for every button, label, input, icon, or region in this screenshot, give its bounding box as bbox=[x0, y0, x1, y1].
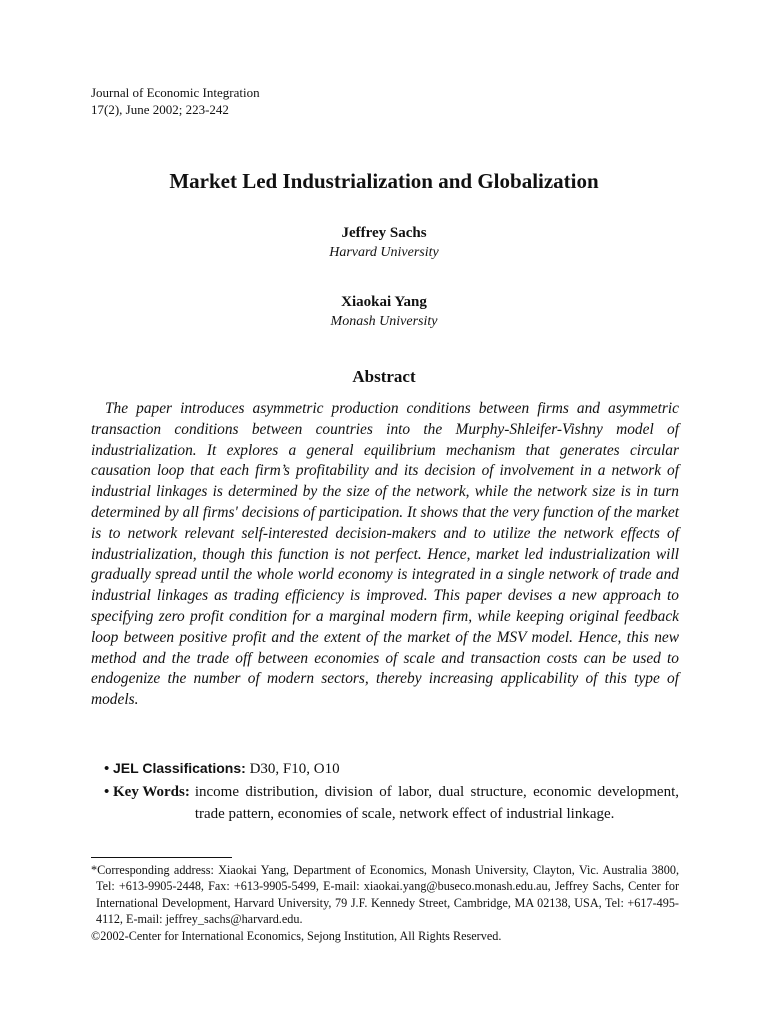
corresponding-address: *Corresponding address: Xiaokai Yang, Department of Economics, Monash University, Clayton, Vic. Australia 3800, Tel: +613-9905-2448, Fax: +613-9905-5499, E-mail: xiaokai.yang@buseco.monash.edu.au, Jeffrey Sachs, Center for International Development, Harvard University, 79 J.F. Kennedy Street, Cambridge, MA 02138, USA, Tel: +617-495-4112, E-mail: jeffrey_sachs@harvard.edu. bbox=[91, 863, 679, 927]
copyright-notice: ©2002-Center for International Economics, Sejong Institution, All Rights Reserved. bbox=[91, 928, 502, 943]
journal-name: Journal of Economic Integration bbox=[91, 85, 260, 100]
paper-title: Market Led Industrialization and Globalization bbox=[169, 169, 599, 193]
author-name: Xiaokai Yang bbox=[341, 294, 427, 310]
author-block bbox=[0, 223, 768, 263]
footnote bbox=[91, 862, 679, 944]
jel-value: D30, F10, O10 bbox=[249, 761, 340, 777]
author-block bbox=[0, 292, 768, 332]
author-affiliation: Monash University bbox=[330, 314, 438, 329]
journal-issue: 17(2), June 2002; 223-242 bbox=[91, 102, 229, 117]
author-affiliation: Harvard University bbox=[329, 245, 439, 260]
journal-header bbox=[91, 84, 260, 118]
jel-label: JEL Classifications: bbox=[113, 760, 246, 776]
key-words-value: income distribution, division of labor, dual structure, economic development, trade pattern, economies of scale, network effect of industrial linkage. bbox=[194, 784, 679, 822]
key-words-label-group bbox=[104, 782, 190, 825]
key-words-label: Key Words: bbox=[113, 784, 190, 800]
bullet: • bbox=[104, 761, 110, 777]
abstract-text: The paper introduces asymmetric production conditions between firms and asymmetric transaction conditions between countries into the Murphy-Shleifer-Vishny model of industrialization. It explores a general equilibrium mechanism that generates circular causation loop that each firm’s profitability and its decision of involvement in a network of industrial linkages is determined by the size of the network, while the network size is in turn determined by all firms' decisions of participation. It shows that the very function of the market is to network relevant self-interested decision-makers and to utilize the network effects of industrialization, though this function is not perfect. Hence, market led industrialization will gradually spread until the whole world economy is integrated in a single network of trade and industrial linkages as trading efficiency is improved. This paper devises a new approach to specifying zero profit condition for a marginal modern firm, while keeping original feedback loop between positive profit and the extent of the market of the MSV model. Hence, this new method and the trade off between economies of scale and transaction costs can be used to endogenize the number of modern sectors, thereby increasing applicability of this type of models. bbox=[91, 400, 679, 709]
abstract-heading: Abstract bbox=[352, 367, 416, 386]
jel-classifications bbox=[104, 758, 340, 780]
key-words bbox=[104, 782, 679, 825]
author-name: Jeffrey Sachs bbox=[341, 225, 427, 241]
footnote-divider bbox=[91, 857, 232, 858]
bullet: • bbox=[104, 784, 110, 800]
